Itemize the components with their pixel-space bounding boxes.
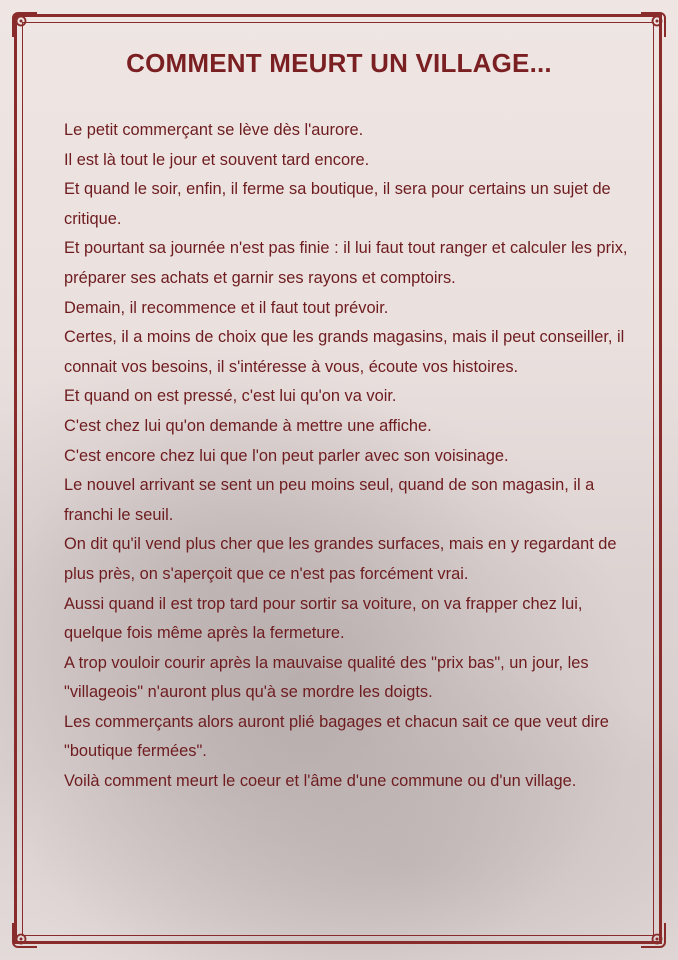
poem-line: Voilà comment meurt le coeur et l'âme d'une commune ou d'un village. [64,772,577,791]
poem-line: Il est là tout le jour et souvent tard encore. [64,150,370,169]
poem-line: Aussi quand il est trop tard pour sortir sa voiture, on va frapper chez lui, quelque fois même après la fermeture. [64,594,583,643]
corner-ornament-icon [10,10,40,40]
poem-line: On dit qu'il vend plus cher que les grandes surfaces, mais en y regardant de plus près, on s'aperçoit que ce n'est pas forcément vrai. [64,535,617,583]
poem-line: Et quand le soir, enfin, il ferme sa boutique, il sera pour certains un sujet de critique. [64,180,611,228]
poem-line: Les commerçants alors auront plié bagages et chacun sait ce que veut dire "boutique fermées". [64,712,609,761]
poem-line: Et pourtant sa journée n'est pas finie : il lui faut tout ranger et calculer les prix, préparer ses achats et garnir ses rayons et comptoirs. [64,239,628,287]
poem-line: Le nouvel arrivant se sent un peu moins seul, quand de son magasin, il a franchi le seuil. [64,476,595,524]
poster-title: COMMENT MEURT UN VILLAGE... [126,48,552,78]
corner-ornament-icon [638,10,668,40]
poem-line: C'est chez lui qu'on demande à mettre une affiche. [64,416,432,435]
poem-body [64,116,644,797]
poem-line: Demain, il recommence et il faut tout prévoir. [64,298,389,317]
poem-line: C'est encore chez lui que l'on peut parler avec son voisinage. [64,446,509,465]
corner-ornament-icon [638,920,668,950]
poem-line: Le petit commerçant se lève dès l'aurore. [64,121,364,139]
poem-line: Certes, il a moins de choix que les grands magasins, mais il peut conseiller, il connait vos besoins, il s'intéresse à vous, écoute vos histoires. [64,328,625,376]
corner-ornament-icon [10,920,40,950]
poem-line: Et quand on est pressé, c'est lui qu'on va voir. [64,387,397,406]
poem-line: A trop vouloir courir après la mauvaise qualité des "prix bas", un jour, les "villageois" n'auront plus qu'à se mordre les doigts. [64,653,589,702]
